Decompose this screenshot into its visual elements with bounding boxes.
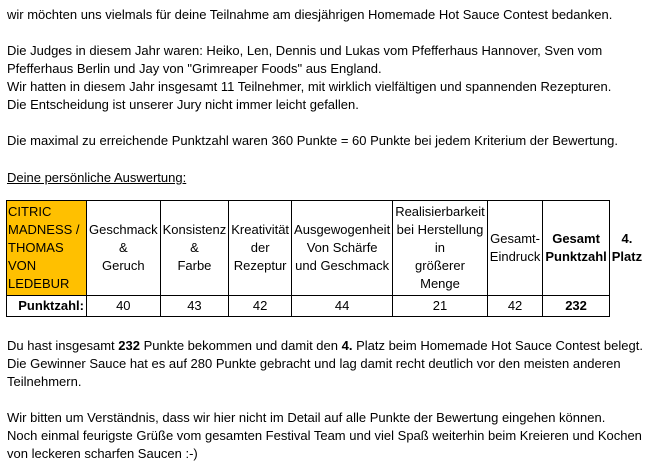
header-geschmack: Geschmack & Geruch	[87, 201, 161, 296]
result-line-2: Die Gewinner Sauce hat es auf 280 Punkte gebracht und lag damit recht deutlich vor den meisten anderen	[7, 356, 621, 371]
participant-name-cell: CITRIC MADNESS / THOMAS VON LEDEBUR	[7, 201, 87, 296]
header-gesamteindruck: Gesamt- Eindruck	[487, 201, 543, 296]
result-text-1: Du hast insgesamt	[7, 338, 119, 353]
result-place: 4.	[341, 338, 353, 353]
value-ausgewogenheit: 44	[292, 296, 393, 317]
header-realisierbarkeit: Realisierbarkeit bei Herstellung in größerer Menge	[393, 201, 488, 296]
result-line-1	[7, 337, 643, 355]
score-table	[6, 200, 644, 317]
result-text-2: Punkte bekommen und damit den	[139, 338, 342, 353]
judges-line-1: Die Judges in diesem Jahr waren: Heiko, Len, Dennis und Lukas vom Pfefferhaus Hannover, Sven vom	[7, 43, 603, 58]
score-table-value-row	[7, 296, 645, 317]
value-gesamt-punktzahl: 232	[543, 296, 609, 317]
result-text-3: Platz beim Homemade Hot Sauce Contest belegt.	[352, 338, 643, 353]
closing-line-3: von leckeren scharfen Saucen :-)	[7, 446, 198, 461]
max-points-line: Die maximal zu erreichende Punktzahl waren 360 Punkte = 60 Punkte bei jedem Kriterium der Bewertung.	[7, 133, 618, 148]
section-title: Deine persönliche Auswertung:	[7, 170, 187, 185]
value-realisierbarkeit: 21	[393, 296, 488, 317]
value-gesamteindruck: 42	[487, 296, 543, 317]
header-kreativitaet: Kreativität der Rezeptur	[229, 201, 292, 296]
place-cell: 4. Platz	[609, 201, 644, 296]
value-kreativitaet: 42	[229, 296, 292, 317]
closing-line-2: Noch einmal feurigste Grüße vom gesamten Festival Team und viel Spaß weiterhin beim Kreieren und Kochen	[7, 428, 642, 443]
result-points: 232	[118, 338, 140, 353]
value-geschmack: 40	[87, 296, 161, 317]
header-ausgewogenheit: Ausgewogenheit Von Schärfe und Geschmack	[292, 201, 393, 296]
score-table-header-row	[7, 201, 645, 296]
row-label: Punktzahl:	[7, 296, 87, 317]
decision-line: Die Entscheidung ist unserer Jury nicht immer leicht gefallen.	[7, 97, 359, 112]
value-konsistenz: 43	[160, 296, 229, 317]
header-gesamt-punktzahl: Gesamt Punktzahl	[543, 201, 609, 296]
result-line-3: Teilnehmern.	[7, 374, 82, 389]
header-konsistenz: Konsistenz & Farbe	[160, 201, 229, 296]
place-empty-cell	[609, 296, 644, 317]
intro-line: wir möchten uns vielmals für deine Teilnahme am diesjährigen Homemade Hot Sauce Contest bedanken.	[7, 7, 613, 22]
closing-line-1: Wir bitten um Verständnis, dass wir hier nicht im Detail auf alle Punkte der Bewertung eingehen können.	[7, 410, 606, 425]
participants-line: Wir hatten in diesem Jahr insgesamt 11 Teilnehmer, mit wirklich vielfältigen und spannenden Rezepturen.	[7, 79, 612, 94]
judges-line-2: Pfefferhaus Berlin und Jay von "Grimreaper Foods" aus England.	[7, 61, 382, 76]
